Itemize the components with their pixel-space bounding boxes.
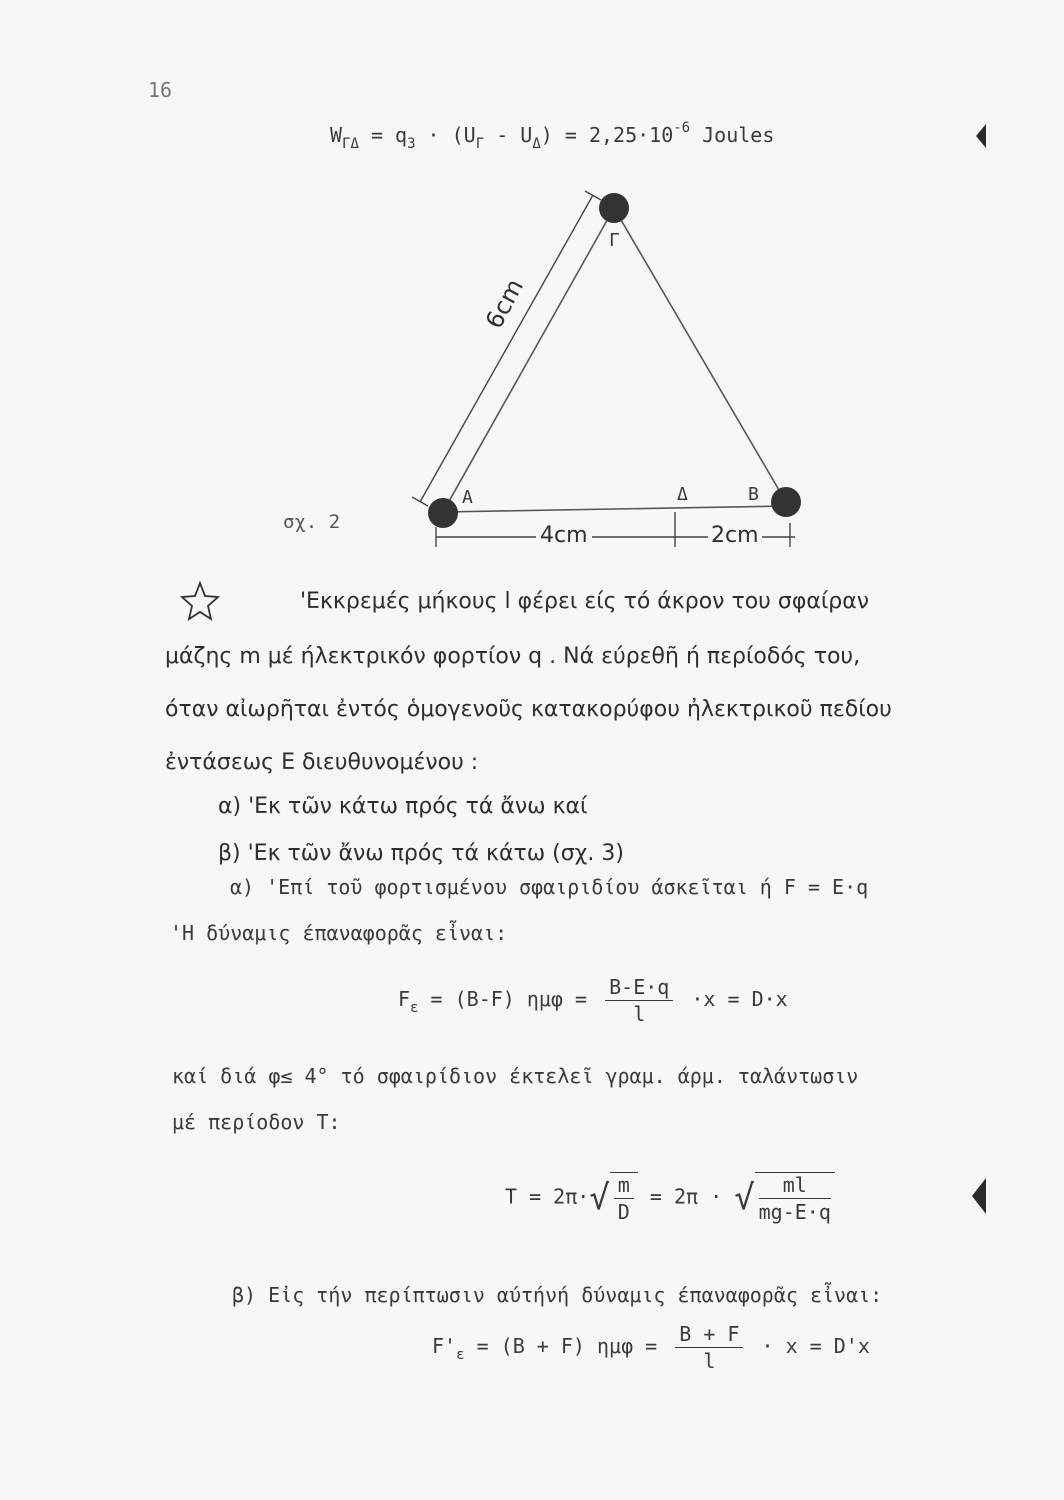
eq-t-mid: = 2π · <box>637 1184 735 1209</box>
length-label-ad: 4cm <box>536 523 592 548</box>
work-eq-u1-sub: Γ <box>475 136 485 152</box>
vertex-label-g: Γ <box>609 230 620 251</box>
equation-restoring-force-b <box>432 1322 870 1373</box>
eq-fb-lhs: F' <box>432 1334 457 1358</box>
problem-line-4: ἐντάσεως Ε διευθυνομένου : <box>165 750 479 775</box>
dim-line-side <box>420 195 593 502</box>
sqrt-1: √ $\frac{m}{D}$ <box>589 1172 638 1224</box>
equation-period <box>505 1172 835 1224</box>
vertex-label-d: Δ <box>677 484 688 505</box>
eq-fe-mid: = (Β-F) ημφ = <box>418 987 600 1011</box>
work-eq-mid: = q <box>358 123 408 147</box>
eq-fe-rhs: ·x = D·x <box>679 987 788 1011</box>
work-eq-lhs: W <box>330 123 343 147</box>
charge-g <box>599 193 629 223</box>
vertex-label-a: Α <box>462 487 473 508</box>
solution-a-line-2: 'Η δύναμις έπαναφορᾶς εἶναι: <box>170 921 508 945</box>
sqrt-2: √ $\frac{ml}{mg-E\cdot q}$ <box>734 1172 835 1224</box>
eq-fe-numerator: Β-Ε·q <box>605 975 673 1001</box>
triangle-marker-icon <box>972 1178 986 1214</box>
vertex-label-b: Β <box>748 484 759 505</box>
equation-restoring-force <box>398 975 788 1026</box>
solution-b-line-1: β) Εἰς τήν περίπτωσιν αύτήνή δύναμις έπαναφορᾶς εἶναι: <box>232 1283 883 1307</box>
work-eq-unit: Joules <box>690 123 775 147</box>
side-gb <box>614 208 786 502</box>
problem-line-3: όταν αἰωρῆται ἐντός ὁμογενοῦς κατακορύφου ἠλεκτρικοῦ πεδίου <box>165 697 892 722</box>
page-number: 16 <box>148 78 173 102</box>
problem-case-a: α) 'Εκ τῶν κάτω πρός τά ἄνω καί <box>218 794 588 819</box>
problem-line-1: 'Εκκρεμές μήκους l φέρει είς τό άκρον του σφαίραν <box>300 589 870 614</box>
eq-fe-denominator: l <box>633 1002 646 1026</box>
figure-caption: σχ. 2 <box>283 511 341 533</box>
eq-t-lhs: T = 2π· <box>505 1184 590 1209</box>
side-ab <box>443 506 786 512</box>
eq-fb-mid: = (Β + F) ημφ = <box>464 1334 670 1358</box>
problem-case-b: β) 'Εκ τῶν ἄνω πρός τά κάτω (σχ. 3) <box>218 841 624 866</box>
eq-t-num-1: m <box>614 1173 634 1199</box>
work-eq-minus: - U <box>484 123 533 147</box>
eq-fb-denominator: l <box>703 1349 716 1373</box>
length-label-side: 6cm <box>480 274 530 334</box>
charge-a <box>428 498 458 528</box>
eq-t-den-1: D <box>617 1200 630 1224</box>
eq-fb-fraction <box>675 1322 743 1373</box>
eq-t-den-2: mg-Ε·q <box>758 1200 831 1224</box>
side-ag <box>443 208 614 512</box>
dim-tick-bottom <box>412 497 428 506</box>
solution-a-line-4: μέ περίοδον T: <box>172 1110 341 1134</box>
solution-a-line-1: α) 'Επί τοῦ φορτισμένου σφαιριδίου άσκεῖται ή F = Ε·q <box>230 875 869 899</box>
charge-b <box>771 487 801 517</box>
eq-fb-numerator: Β + F <box>675 1322 743 1348</box>
eq-t-num-2: ml <box>759 1173 831 1199</box>
problem-line-2: μάζης m μέ ήλεκτρικόν φορτίον q . Νά εύρεθῆ ή περίοδός του, <box>165 644 861 669</box>
star-icon <box>182 583 218 619</box>
work-eq-rhs-sup: -6 <box>673 120 691 136</box>
work-eq-rest: · (U <box>415 123 476 147</box>
eq-fb-sub: ε <box>456 1347 465 1363</box>
work-eq-lhs-sub: ΓΔ <box>342 136 359 152</box>
work-eq-mid-sub: 3 <box>407 136 416 152</box>
dim-tick-top <box>585 191 601 200</box>
work-eq-u2-sub: Δ <box>532 136 541 152</box>
work-eq-rhs: ) = 2,25·10 <box>540 123 674 147</box>
eq-fe-lhs: F <box>398 987 411 1011</box>
eq-fe-sub: ε <box>410 1000 419 1016</box>
length-label-db: 2cm <box>708 523 762 548</box>
eq-fe-fraction <box>605 975 673 1026</box>
eq-fb-rhs: · x = D'x <box>749 1334 870 1358</box>
solution-a-line-3: καί διά φ≤ 4° τό σφαιρίδιον έκτελεῖ γραμ. άρμ. ταλάντωσιν <box>172 1064 859 1088</box>
